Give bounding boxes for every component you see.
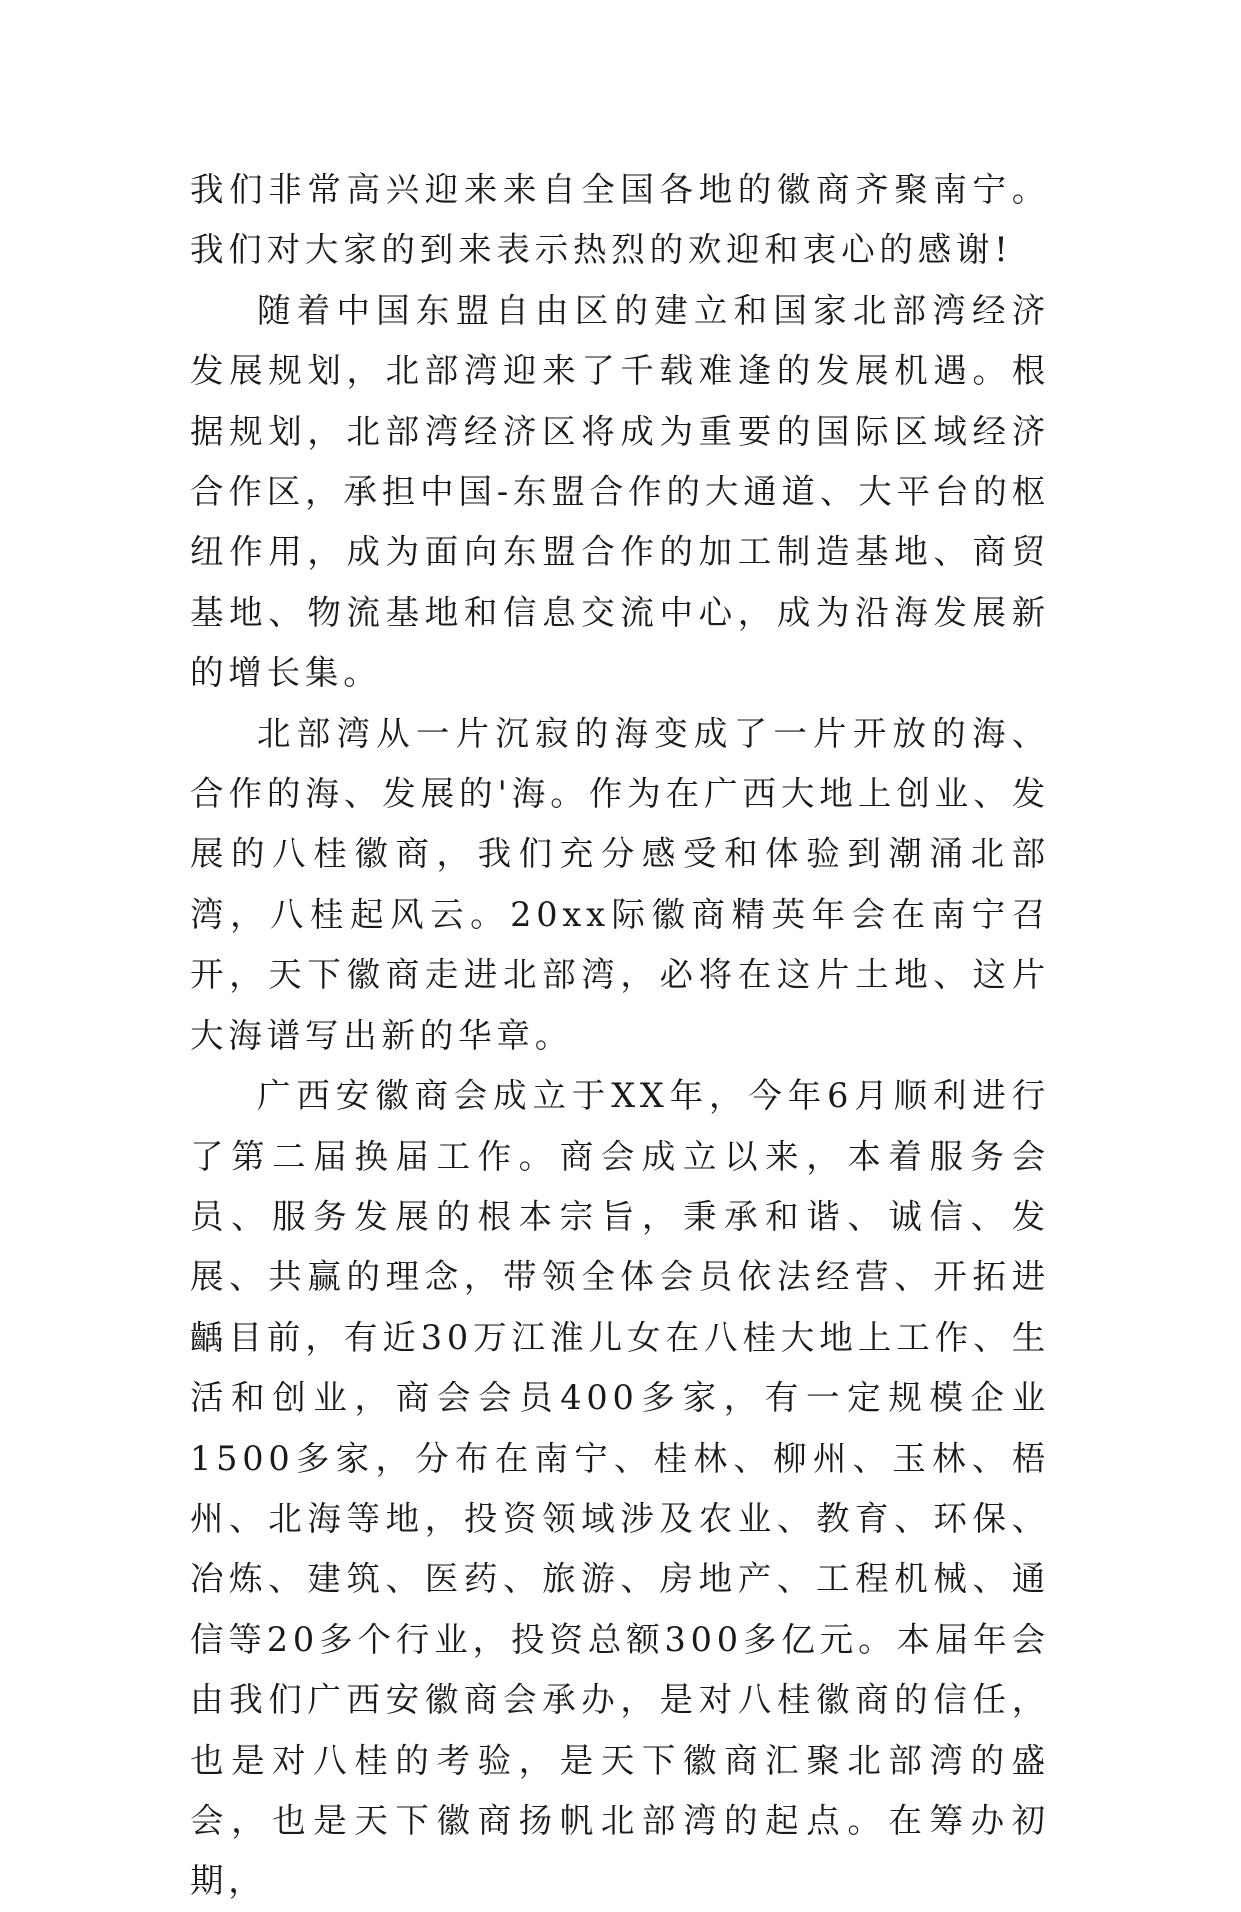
- paragraph-beibu-gulf-development: 北部湾从一片沉寂的海变成了一片开放的海、合作的海、发展的'海。作为在广西大地上创业、发展的八桂徽商，我们充分感受和体验到潮涌北部湾，八桂起风云。20xx际徽商精英年会在南宁召开，天下徽商走进北部湾，必将在这片土地、这片大海谱写出新的华章。: [190, 713, 1050, 1055]
- paragraph-beibu-gulf-planning: 随着中国东盟自由区的建立和国家北部湾经济发展规划，北部湾迎来了千载难逢的发展机遇。根据规划，北部湾经济区将成为重要的国际区域经济合作区，承担中国-东盟合作的大通道、大平台的枢纽作用，成为面向东盟合作的加工制造基地、商贸基地、物流基地和信息交流中心，成为沿海发展新的增长集。: [190, 290, 1050, 693]
- paragraph-chamber-of-commerce: 广西安徽商会成立于XX年，今年6月顺利进行了第二届换届工作。商会成立以来，本着服务会员、服务发展的根本宗旨，秉承和谐、诚信、发展、共赢的理念，带领全体会员依法经营、开拓进齲目前，有近30万江淮儿女在八桂大地上工作、生活和创业，商会会员400多家，有一定规模企业1500多家，分布在南宁、桂林、柳州、玉林、梧州、北海等地，投资领域涉及农业、教育、环保、冶炼、建筑、医药、旅游、房地产、工程机械、通信等20多个行业，投资总额300多亿元。本届年会由我们广西安徽商会承办，是对八桂徽商的信任，也是对八桂的考验，是天下徽商汇聚北部湾的盛会，也是天下徽商扬帆北部湾的起点。在筹办初期，: [190, 1076, 1050, 1901]
- paragraph-welcome: 我们非常高兴迎来来自全国各地的徽商齐聚南宁。我们对大家的到来表示热烈的欢迎和衷心的感谢!: [190, 170, 1050, 270]
- document-body: [190, 160, 1050, 1912]
